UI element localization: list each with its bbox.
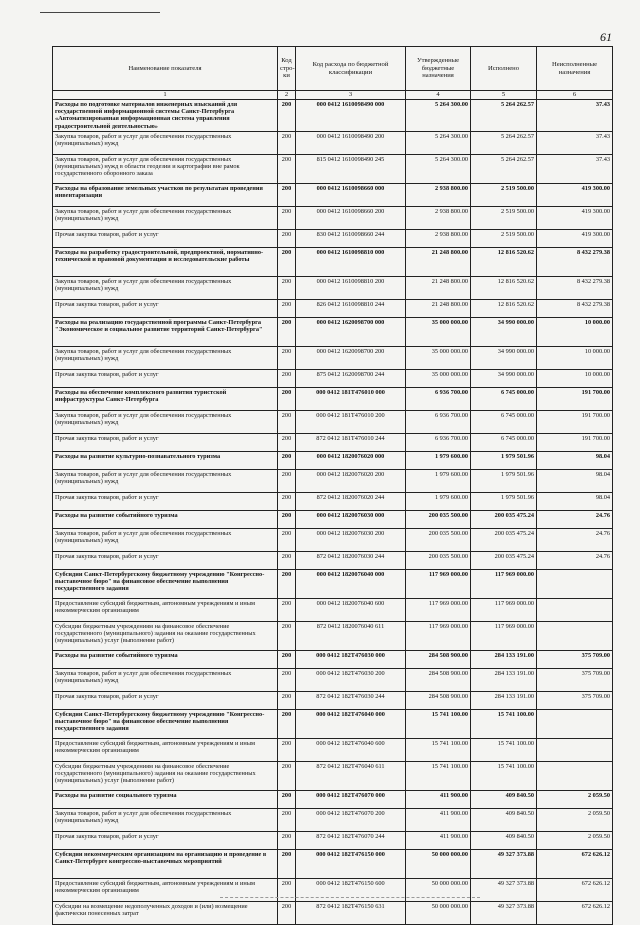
row-name: Прочая закупка товаров, работ и услуг [53,551,278,569]
row-plan-amount: 200 035 500.00 [406,510,471,528]
scan-top-rule [40,12,160,13]
row-executed-amount: 409 840.50 [471,790,537,808]
table-row [53,738,613,761]
row-unexecuted-amount: 191 700.00 [537,433,613,451]
row-name: Закупка товаров, работ и услуг для обеспечения государственных (муниципальных) нужд [53,346,278,369]
table-row [53,131,613,154]
row-executed-amount: 284 133 191.00 [471,668,537,691]
row-name: Закупка товаров, работ и услуг для обеспечения государственных (муниципальных) нужд [53,668,278,691]
page-number: 61 [600,30,612,44]
row-unexecuted-amount: 10 000.00 [537,317,613,346]
row-unexecuted-amount [537,738,613,761]
row-plan-amount: 35 000 000.00 [406,317,471,346]
row-unexecuted-amount [537,621,613,650]
row-line-code: 200 [278,790,296,808]
row-executed-amount: 49 327 373.88 [471,901,537,924]
row-executed-amount: 12 816 520.62 [471,276,537,299]
row-plan-amount: 5 264 300.00 [406,131,471,154]
row-line-code: 200 [278,276,296,299]
row-kbk: 000 0412 1820076040 000 [296,569,406,598]
table-row [53,369,613,387]
row-line-code: 200 [278,229,296,247]
row-name: Расходы на развитие социального туризма [53,790,278,808]
row-unexecuted-amount: 37.43 [537,154,613,183]
row-kbk: 000 0412 182Т476150 600 [296,878,406,901]
row-plan-amount: 5 264 300.00 [406,154,471,183]
row-kbk: 000 0412 181Т476010 000 [296,387,406,410]
header-line-code: Код стро-ки [278,47,296,91]
row-line-code: 200 [278,528,296,551]
row-unexecuted-amount: 24.76 [537,551,613,569]
row-unexecuted-amount: 24.76 [537,510,613,528]
row-line-code: 200 [278,510,296,528]
table-row [53,229,613,247]
row-name: Субсидии Санкт-Петербургскому бюджетному учреждению "Конгрессно-выставочное бюро" на финансовое обеспечение выполнения государственного задания [53,709,278,738]
table-row [53,761,613,790]
table-row [53,808,613,831]
row-line-code: 200 [278,469,296,492]
col-number: 6 [537,91,613,100]
row-name: Субсидии на возмещение недополученных доходов и (или) возмещение фактически понесенных затрат [53,901,278,924]
row-kbk: 000 0412 1610098490 000 [296,100,406,132]
row-name: Предоставление субсидий бюджетным, автономным учреждениям и иным некоммерческим организациям [53,878,278,901]
row-line-code: 200 [278,183,296,206]
row-kbk: 000 0412 1610098810 000 [296,247,406,276]
row-name: Расходы на реализацию государственной программы Санкт-Петербурга "Экономическое и социальное развитие территорий Санкт-Петербурга" [53,317,278,346]
row-plan-amount: 5 264 300.00 [406,100,471,132]
row-plan-amount: 50 000 000.00 [406,849,471,878]
row-executed-amount: 12 816 520.62 [471,247,537,276]
row-executed-amount: 200 035 475.24 [471,528,537,551]
row-executed-amount: 49 327 373.88 [471,849,537,878]
row-unexecuted-amount: 8 432 279.38 [537,299,613,317]
row-plan-amount: 15 741 100.00 [406,709,471,738]
row-plan-amount: 15 741 100.00 [406,761,471,790]
row-line-code: 200 [278,738,296,761]
row-plan-amount: 117 969 000.00 [406,598,471,621]
row-kbk: 872 0412 182Т476040 611 [296,761,406,790]
row-line-code: 200 [278,154,296,183]
table-row [53,433,613,451]
row-unexecuted-amount: 2 059.50 [537,790,613,808]
table-row [53,410,613,433]
row-kbk: 872 0412 1820076020 244 [296,492,406,510]
row-name: Субсидии бюджетным учреждениям на финансовое обеспечение государственного (муниципального) задания на оказание государственных (муниципальных) услуг (выполнение работ) [53,761,278,790]
table-row [53,668,613,691]
row-name: Закупка товаров, работ и услуг для обеспечения государственных (муниципальных) нужд [53,410,278,433]
row-executed-amount: 6 745 000.00 [471,387,537,410]
row-name: Субсидии бюджетным учреждениям на финансовое обеспечение государственного (муниципального) задания на оказание государственных (муниципальных) услуг (выполнение работ) [53,621,278,650]
row-name: Расходы по подготовке материалов инженерных изысканий для государственной информационной системы Санкт-Петербурга «Автоматизированная информационная система управления градостроительной деятельностью» [53,100,278,132]
row-kbk: 000 0412 182Т476030 200 [296,668,406,691]
row-name: Прочая закупка товаров, работ и услуг [53,691,278,709]
row-executed-amount: 12 816 520.62 [471,299,537,317]
row-unexecuted-amount: 98.04 [537,492,613,510]
row-unexecuted-amount: 37.43 [537,131,613,154]
row-name: Расходы на развитие событийного туризма [53,510,278,528]
table-row [53,709,613,738]
row-name: Прочая закупка товаров, работ и услуг [53,492,278,510]
row-executed-amount: 15 741 100.00 [471,761,537,790]
row-line-code: 200 [278,621,296,650]
header-kbk: Код расхода по бюджетной классификации [296,47,406,91]
row-line-code: 200 [278,709,296,738]
row-kbk: 872 0412 1820076040 611 [296,621,406,650]
row-name: Расходы на развитие культурно-познавательного туризма [53,451,278,469]
table-row [53,831,613,849]
table-row [53,598,613,621]
row-unexecuted-amount: 419 300.00 [537,183,613,206]
row-plan-amount: 35 000 000.00 [406,346,471,369]
row-name: Закупка товаров, работ и услуг для обеспечения государственных (муниципальных) нужд [53,808,278,831]
row-executed-amount: 2 519 500.00 [471,206,537,229]
row-executed-amount: 200 035 475.24 [471,551,537,569]
row-executed-amount: 6 745 000.00 [471,433,537,451]
row-unexecuted-amount [537,761,613,790]
table-row [53,276,613,299]
row-kbk: 000 0412 182Т476040 600 [296,738,406,761]
table-row [53,691,613,709]
row-unexecuted-amount: 8 432 279.38 [537,247,613,276]
row-line-code: 200 [278,492,296,510]
row-unexecuted-amount [537,569,613,598]
row-name: Расходы на развитие событийного туризма [53,650,278,668]
row-kbk: 000 0412 1610098660 200 [296,206,406,229]
row-plan-amount: 6 936 700.00 [406,433,471,451]
row-kbk: 826 0412 1610098810 244 [296,299,406,317]
row-line-code: 200 [278,808,296,831]
row-line-code: 200 [278,551,296,569]
row-executed-amount: 2 519 500.00 [471,183,537,206]
row-kbk: 872 0412 181Т476010 244 [296,433,406,451]
table-row [53,621,613,650]
table-row [53,569,613,598]
row-name: Предоставление субсидий бюджетным, автономным учреждениям и иным некоммерческим организациям [53,738,278,761]
row-executed-amount: 5 264 262.57 [471,131,537,154]
row-kbk: 000 0412 1610098660 000 [296,183,406,206]
row-kbk: 872 0412 182Т476030 244 [296,691,406,709]
row-kbk: 000 0412 1820076030 200 [296,528,406,551]
row-name: Закупка товаров, работ и услуг для обеспечения государственных (муниципальных) нужд [53,528,278,551]
row-name: Расходы на образование земельных участков по результатам проведения инвентаризации [53,183,278,206]
row-kbk: 830 0412 1610098660 244 [296,229,406,247]
row-kbk: 875 0412 1620098700 244 [296,369,406,387]
row-unexecuted-amount: 10 000.00 [537,369,613,387]
row-unexecuted-amount: 2 059.50 [537,808,613,831]
row-name: Прочая закупка товаров, работ и услуг [53,299,278,317]
budget-execution-table [52,46,613,925]
row-plan-amount: 2 938 800.00 [406,229,471,247]
row-plan-amount: 284 508 900.00 [406,668,471,691]
row-unexecuted-amount: 375 709.00 [537,691,613,709]
col-number: 2 [278,91,296,100]
row-name: Закупка товаров, работ и услуг для обеспечения государственных (муниципальных) нужд [53,131,278,154]
row-executed-amount: 117 969 000.00 [471,569,537,598]
row-kbk: 872 0412 182Т476070 244 [296,831,406,849]
row-unexecuted-amount [537,709,613,738]
row-line-code: 200 [278,100,296,132]
row-name: Закупка товаров, работ и услуг для обеспечения государственных (муниципальных) нужд [53,206,278,229]
row-plan-amount: 6 936 700.00 [406,410,471,433]
row-name: Расходы на обеспечение комплексного развития туристской инфраструктуры Санкт-Петербурга [53,387,278,410]
col-number: 4 [406,91,471,100]
row-line-code: 200 [278,668,296,691]
row-name: Закупка товаров, работ и услуг для обеспечения государственных (муниципальных) нужд в области геодезии и картографии вне рамок государственного оборонного заказа [53,154,278,183]
row-unexecuted-amount: 375 709.00 [537,668,613,691]
row-executed-amount: 2 519 500.00 [471,229,537,247]
row-plan-amount: 50 000 000.00 [406,878,471,901]
row-name: Субсидии Санкт-Петербургскому бюджетному учреждению "Конгрессно-выставочное бюро" на финансовое обеспечение выполнения государственного задания [53,569,278,598]
header-plan: Утвержденные бюджетные назначения [406,47,471,91]
row-unexecuted-amount: 191 700.00 [537,387,613,410]
row-line-code: 200 [278,761,296,790]
row-unexecuted-amount: 98.04 [537,469,613,492]
row-kbk: 000 0412 1820076020 000 [296,451,406,469]
table-row [53,469,613,492]
row-kbk: 000 0412 182Т476030 000 [296,650,406,668]
row-unexecuted-amount: 672 626.12 [537,849,613,878]
row-unexecuted-amount: 2 059.50 [537,831,613,849]
table-row [53,528,613,551]
table-row [53,100,613,132]
row-unexecuted-amount: 419 300.00 [537,229,613,247]
row-plan-amount: 411 900.00 [406,790,471,808]
row-line-code: 200 [278,849,296,878]
row-kbk: 000 0412 182Т476070 200 [296,808,406,831]
col-number: 1 [53,91,278,100]
row-plan-amount: 21 248 800.00 [406,247,471,276]
row-executed-amount: 15 741 100.00 [471,709,537,738]
row-executed-amount: 117 969 000.00 [471,598,537,621]
row-executed-amount: 1 979 501.96 [471,492,537,510]
row-plan-amount: 1 979 600.00 [406,451,471,469]
row-name: Прочая закупка товаров, работ и услуг [53,229,278,247]
row-line-code: 200 [278,206,296,229]
row-plan-amount: 284 508 900.00 [406,691,471,709]
table-row [53,299,613,317]
row-kbk: 815 0412 1610098490 245 [296,154,406,183]
row-line-code: 200 [278,650,296,668]
column-number-row [53,91,613,100]
row-executed-amount: 284 133 191.00 [471,691,537,709]
table-row [53,451,613,469]
row-plan-amount: 200 035 500.00 [406,528,471,551]
row-line-code: 200 [278,317,296,346]
row-plan-amount: 50 000 000.00 [406,901,471,924]
table-row [53,492,613,510]
row-name: Прочая закупка товаров, работ и услуг [53,433,278,451]
row-line-code: 200 [278,691,296,709]
header-name: Наименование показателя [53,47,278,91]
table-row [53,387,613,410]
row-name: Прочая закупка товаров, работ и услуг [53,831,278,849]
row-unexecuted-amount: 672 626.12 [537,901,613,924]
row-plan-amount: 117 969 000.00 [406,569,471,598]
row-executed-amount: 1 979 501.96 [471,469,537,492]
header-executed: Исполнено [471,47,537,91]
row-kbk: 000 0412 1820076040 600 [296,598,406,621]
row-plan-amount: 411 900.00 [406,831,471,849]
row-unexecuted-amount: 98.04 [537,451,613,469]
row-line-code: 200 [278,131,296,154]
table-row [53,317,613,346]
row-plan-amount: 21 248 800.00 [406,299,471,317]
row-kbk: 000 0412 1820076020 200 [296,469,406,492]
row-unexecuted-amount: 191 700.00 [537,410,613,433]
row-executed-amount: 34 990 000.00 [471,317,537,346]
table-row [53,183,613,206]
row-unexecuted-amount: 24.76 [537,528,613,551]
row-executed-amount: 1 979 501.96 [471,451,537,469]
row-kbk: 000 0412 1820076030 000 [296,510,406,528]
row-kbk: 000 0412 182Т476070 000 [296,790,406,808]
table-body [53,100,613,925]
row-line-code: 200 [278,878,296,901]
row-name: Предоставление субсидий бюджетным, автономным учреждениям и иным некоммерческим организациям [53,598,278,621]
table-row [53,154,613,183]
table-row [53,849,613,878]
row-executed-amount: 49 327 373.88 [471,878,537,901]
row-line-code: 200 [278,387,296,410]
table-row [53,551,613,569]
row-line-code: 200 [278,831,296,849]
row-kbk: 000 0412 1610098490 200 [296,131,406,154]
col-number: 5 [471,91,537,100]
row-executed-amount: 5 264 262.57 [471,100,537,132]
row-line-code: 200 [278,433,296,451]
row-name: Закупка товаров, работ и услуг для обеспечения государственных (муниципальных) нужд [53,276,278,299]
row-kbk: 872 0412 1820076030 244 [296,551,406,569]
row-plan-amount: 200 035 500.00 [406,551,471,569]
row-executed-amount: 409 840.50 [471,808,537,831]
row-line-code: 200 [278,569,296,598]
row-line-code: 200 [278,247,296,276]
table-row [53,650,613,668]
row-unexecuted-amount: 375 709.00 [537,650,613,668]
row-line-code: 200 [278,451,296,469]
row-kbk: 000 0412 1620098700 200 [296,346,406,369]
row-kbk: 000 0412 181Т476010 200 [296,410,406,433]
row-executed-amount: 34 990 000.00 [471,369,537,387]
table-row [53,206,613,229]
row-kbk: 000 0412 182Т476150 000 [296,849,406,878]
row-kbk: 000 0412 182Т476040 000 [296,709,406,738]
row-name: Субсидии некоммерческим организациям на организацию и проведение в Санкт-Петербурге конгрессно-выставочных мероприятий [53,849,278,878]
row-unexecuted-amount: 37.43 [537,100,613,132]
row-kbk: 000 0412 1620098700 000 [296,317,406,346]
row-plan-amount: 6 936 700.00 [406,387,471,410]
row-plan-amount: 35 000 000.00 [406,369,471,387]
row-plan-amount: 2 938 800.00 [406,206,471,229]
row-executed-amount: 34 990 000.00 [471,346,537,369]
header-unexecuted: Неисполненные назначения [537,47,613,91]
col-number: 3 [296,91,406,100]
row-executed-amount: 200 035 475.24 [471,510,537,528]
row-plan-amount: 21 248 800.00 [406,276,471,299]
row-name: Закупка товаров, работ и услуг для обеспечения государственных (муниципальных) нужд [53,469,278,492]
table-row [53,790,613,808]
row-plan-amount: 117 969 000.00 [406,621,471,650]
row-plan-amount: 15 741 100.00 [406,738,471,761]
row-executed-amount: 117 969 000.00 [471,621,537,650]
row-line-code: 200 [278,901,296,924]
row-executed-amount: 284 133 191.00 [471,650,537,668]
table-row [53,510,613,528]
row-name: Прочая закупка товаров, работ и услуг [53,369,278,387]
table-row [53,346,613,369]
row-executed-amount: 15 741 100.00 [471,738,537,761]
row-line-code: 200 [278,598,296,621]
row-unexecuted-amount [537,598,613,621]
row-line-code: 200 [278,346,296,369]
row-unexecuted-amount: 419 300.00 [537,206,613,229]
row-plan-amount: 2 938 800.00 [406,183,471,206]
row-executed-amount: 6 745 000.00 [471,410,537,433]
row-line-code: 200 [278,410,296,433]
scan-footer-marks [220,897,480,899]
row-line-code: 200 [278,369,296,387]
row-kbk: 000 0412 1610098810 200 [296,276,406,299]
row-plan-amount: 1 979 600.00 [406,469,471,492]
row-plan-amount: 284 508 900.00 [406,650,471,668]
row-name: Расходы на разработку градостроительной, предпроектной, нормативно-технической и правовой документации и исследовательские работы [53,247,278,276]
row-executed-amount: 409 840.50 [471,831,537,849]
table-header-row [53,47,613,91]
row-unexecuted-amount: 10 000.00 [537,346,613,369]
row-plan-amount: 1 979 600.00 [406,492,471,510]
row-unexecuted-amount: 672 626.12 [537,878,613,901]
row-plan-amount: 411 900.00 [406,808,471,831]
row-unexecuted-amount: 8 432 279.38 [537,276,613,299]
row-executed-amount: 5 264 262.57 [471,154,537,183]
row-kbk: 872 0412 182Т476150 631 [296,901,406,924]
row-line-code: 200 [278,299,296,317]
table-row [53,247,613,276]
